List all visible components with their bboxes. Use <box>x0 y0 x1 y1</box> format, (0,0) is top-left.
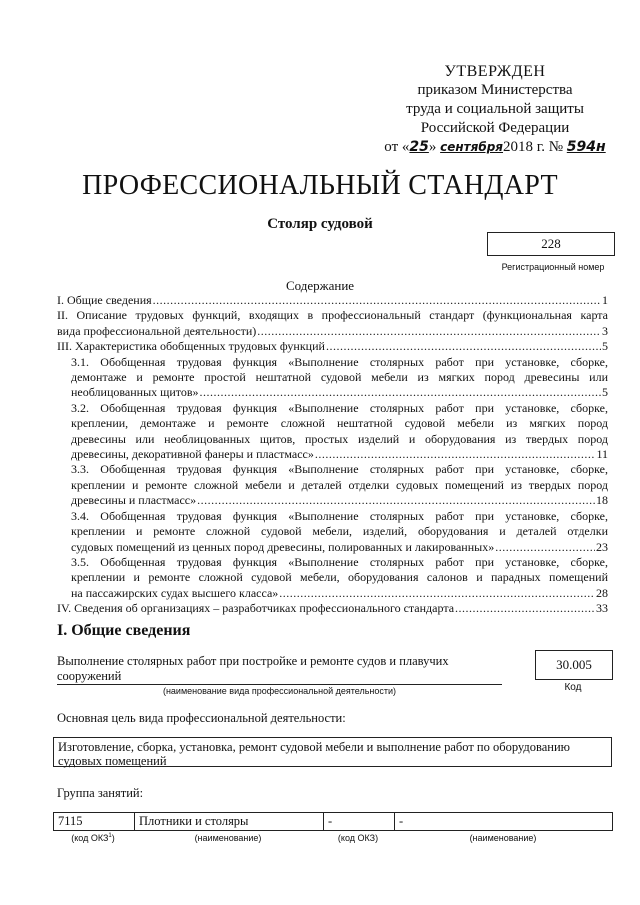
okz-code-caption <box>53 833 133 843</box>
caption-text: (код ОКЗ <box>71 833 109 843</box>
toc-entry-page: 3 <box>602 323 608 338</box>
order-month-handwritten: сентября <box>440 140 504 154</box>
activity-name <box>57 654 497 684</box>
toc-entry-page: 5 <box>602 385 608 400</box>
page-subtitle: Столяр судовой <box>267 216 373 232</box>
toc-entry-line: 3.5. Обобщенная трудовая функция «Выполнение столярных работ при установке, сборке, <box>71 554 608 569</box>
approval-line-3: Российской Федерации <box>420 120 570 136</box>
order-year: 2018 г. № <box>503 139 564 155</box>
approval-line-1: приказом Министерства <box>417 82 573 98</box>
toc-entry-line: креплении и ремонте сложной мебели и деталей отделки судовых помещений из твердых пород <box>71 477 608 492</box>
goal-label: Основная цель вида профессиональной деятельности: <box>57 711 346 725</box>
page-title: ПРОФЕССИОНАЛЬНЫЙ СТАНДАРТ <box>82 170 558 201</box>
goal-line-2: судовых помещений <box>58 754 167 768</box>
toc-entry-text: вида профессиональной деятельности) <box>57 323 257 338</box>
okz-name-caption-2: (наименование) <box>469 833 537 843</box>
table-of-contents <box>57 293 608 617</box>
approval-block <box>380 62 610 157</box>
order-number-handwritten: 594н <box>566 139 606 155</box>
approval-heading: УТВЕРЖДЕН <box>444 63 546 80</box>
order-mid: » <box>428 139 437 155</box>
toc-entry-text: древесины, декоративной фанеры и пластмасс» <box>71 447 314 462</box>
order-day-handwritten: 25 <box>409 139 429 155</box>
toc-entry-line: креплении, демонтаже и ремонте сложной нештатной судовой мебели из мягких пород <box>71 416 608 431</box>
occupation-group-label: Группа занятий: <box>57 786 144 800</box>
toc-entry-3-4[interactable] <box>57 509 608 555</box>
toc-entry-page: 33 <box>596 601 608 616</box>
goal-box <box>53 737 612 767</box>
toc-entry-line: 3.3. Обобщенная трудовая функция «Выполнение столярных работ при установке, сборке, <box>71 462 608 477</box>
occupation-group-table <box>53 812 613 831</box>
toc-entry-3-1[interactable] <box>57 355 608 401</box>
toc-entry-line: древесины или необлицованных щитов, простых изделий и оборудования из твердых пород <box>71 431 608 446</box>
toc-entry-text: на пассажирских судах высшего класса» <box>71 585 279 600</box>
okz-code-caption-2: (код ОКЗ) <box>337 833 379 843</box>
toc-entry-2[interactable] <box>57 308 608 339</box>
okz-name-2: - <box>395 813 613 831</box>
registration-number-label: Регистрационный номер <box>501 262 605 272</box>
okz-name-caption: (наименование) <box>194 833 262 843</box>
order-prefix: от « <box>384 139 410 155</box>
okz-code-2: - <box>324 813 395 831</box>
toc-entry-3-2[interactable] <box>57 401 608 463</box>
toc-entry-line: демонтаже и ремонте простой нештатной судовой мебели из мягких пород древесины или <box>71 370 608 385</box>
table-row <box>54 813 613 831</box>
toc-entry-page: 5 <box>602 339 608 354</box>
activity-name-line-2: сооружений <box>57 669 122 683</box>
toc-entry-text: III. Характеристика обобщенных трудовых функций <box>57 339 325 354</box>
goal-line-1: Изготовление, сборка, установка, ремонт судовой мебели и выполнение работ по оборудованию <box>58 740 570 754</box>
toc-entry-3[interactable] <box>57 339 608 354</box>
okz-name-1: Плотники и столяры <box>135 813 324 831</box>
caption-text: ) <box>111 833 115 843</box>
toc-entry-text: I. Общие сведения <box>57 293 152 307</box>
toc-heading: Содержание <box>285 278 355 293</box>
toc-entry-page: 11 <box>596 447 608 462</box>
activity-underline <box>57 684 502 685</box>
toc-entry-1[interactable] <box>57 293 608 308</box>
toc-entry-3-3[interactable] <box>57 462 608 508</box>
toc-entry-text: IV. Сведения об организациях – разработчиках профессионального стандарта <box>57 601 455 616</box>
toc-entry-line: креплении и ремонте сложной судовой мебели, изделий, оборудования и деталей отделки <box>71 524 608 539</box>
toc-entry-line: 3.2. Обобщенная трудовая функция «Выполнение столярных работ при установке, сборке, <box>71 400 608 415</box>
approval-order-line <box>380 138 610 157</box>
toc-entry-page: 23 <box>596 539 608 554</box>
section-heading-general: I. Общие сведения <box>57 622 191 639</box>
toc-entry-line: 3.1. Обобщенная трудовая функция «Выполнение столярных работ при установке, сборке, <box>71 354 608 369</box>
registration-number-box: 228 <box>487 232 615 256</box>
toc-entry-page: 18 <box>596 493 608 508</box>
okz-code-1: 7115 <box>54 813 135 831</box>
toc-entry-4[interactable] <box>57 601 608 616</box>
activity-code-caption: Код <box>564 682 582 693</box>
activity-caption: (наименование вида профессиональной деятельности) <box>162 686 397 696</box>
toc-entry-page: 28 <box>596 585 608 600</box>
toc-entry-line: 3.4. Обобщенная трудовая функция «Выполнение столярных работ при установке, сборке, <box>71 508 608 523</box>
toc-entry-page: 1 <box>602 293 608 307</box>
toc-entry-text: судовых помещений из ценных пород древесины, полированных и лакированных» <box>71 539 495 554</box>
toc-entry-line: II. Описание трудовых функций, входящих в профессиональный стандарт (функциональная карта <box>57 308 608 323</box>
activity-code-box: 30.005 <box>535 650 613 680</box>
activity-name-line-1: Выполнение столярных работ при постройке и ремонте судов и плавучих <box>57 654 449 668</box>
footnote-marker: 1 <box>108 833 112 839</box>
toc-entry-text: древесины и пластмасс» <box>71 493 197 508</box>
toc-entry-line: креплении и ремонте сложной судовой мебели, оборудования салонов и парадных помещений <box>71 570 608 585</box>
toc-entry-3-5[interactable] <box>57 555 608 601</box>
approval-line-2: труда и социальной защиты <box>406 101 584 117</box>
toc-entry-text: необлицованных щитов» <box>71 385 199 400</box>
